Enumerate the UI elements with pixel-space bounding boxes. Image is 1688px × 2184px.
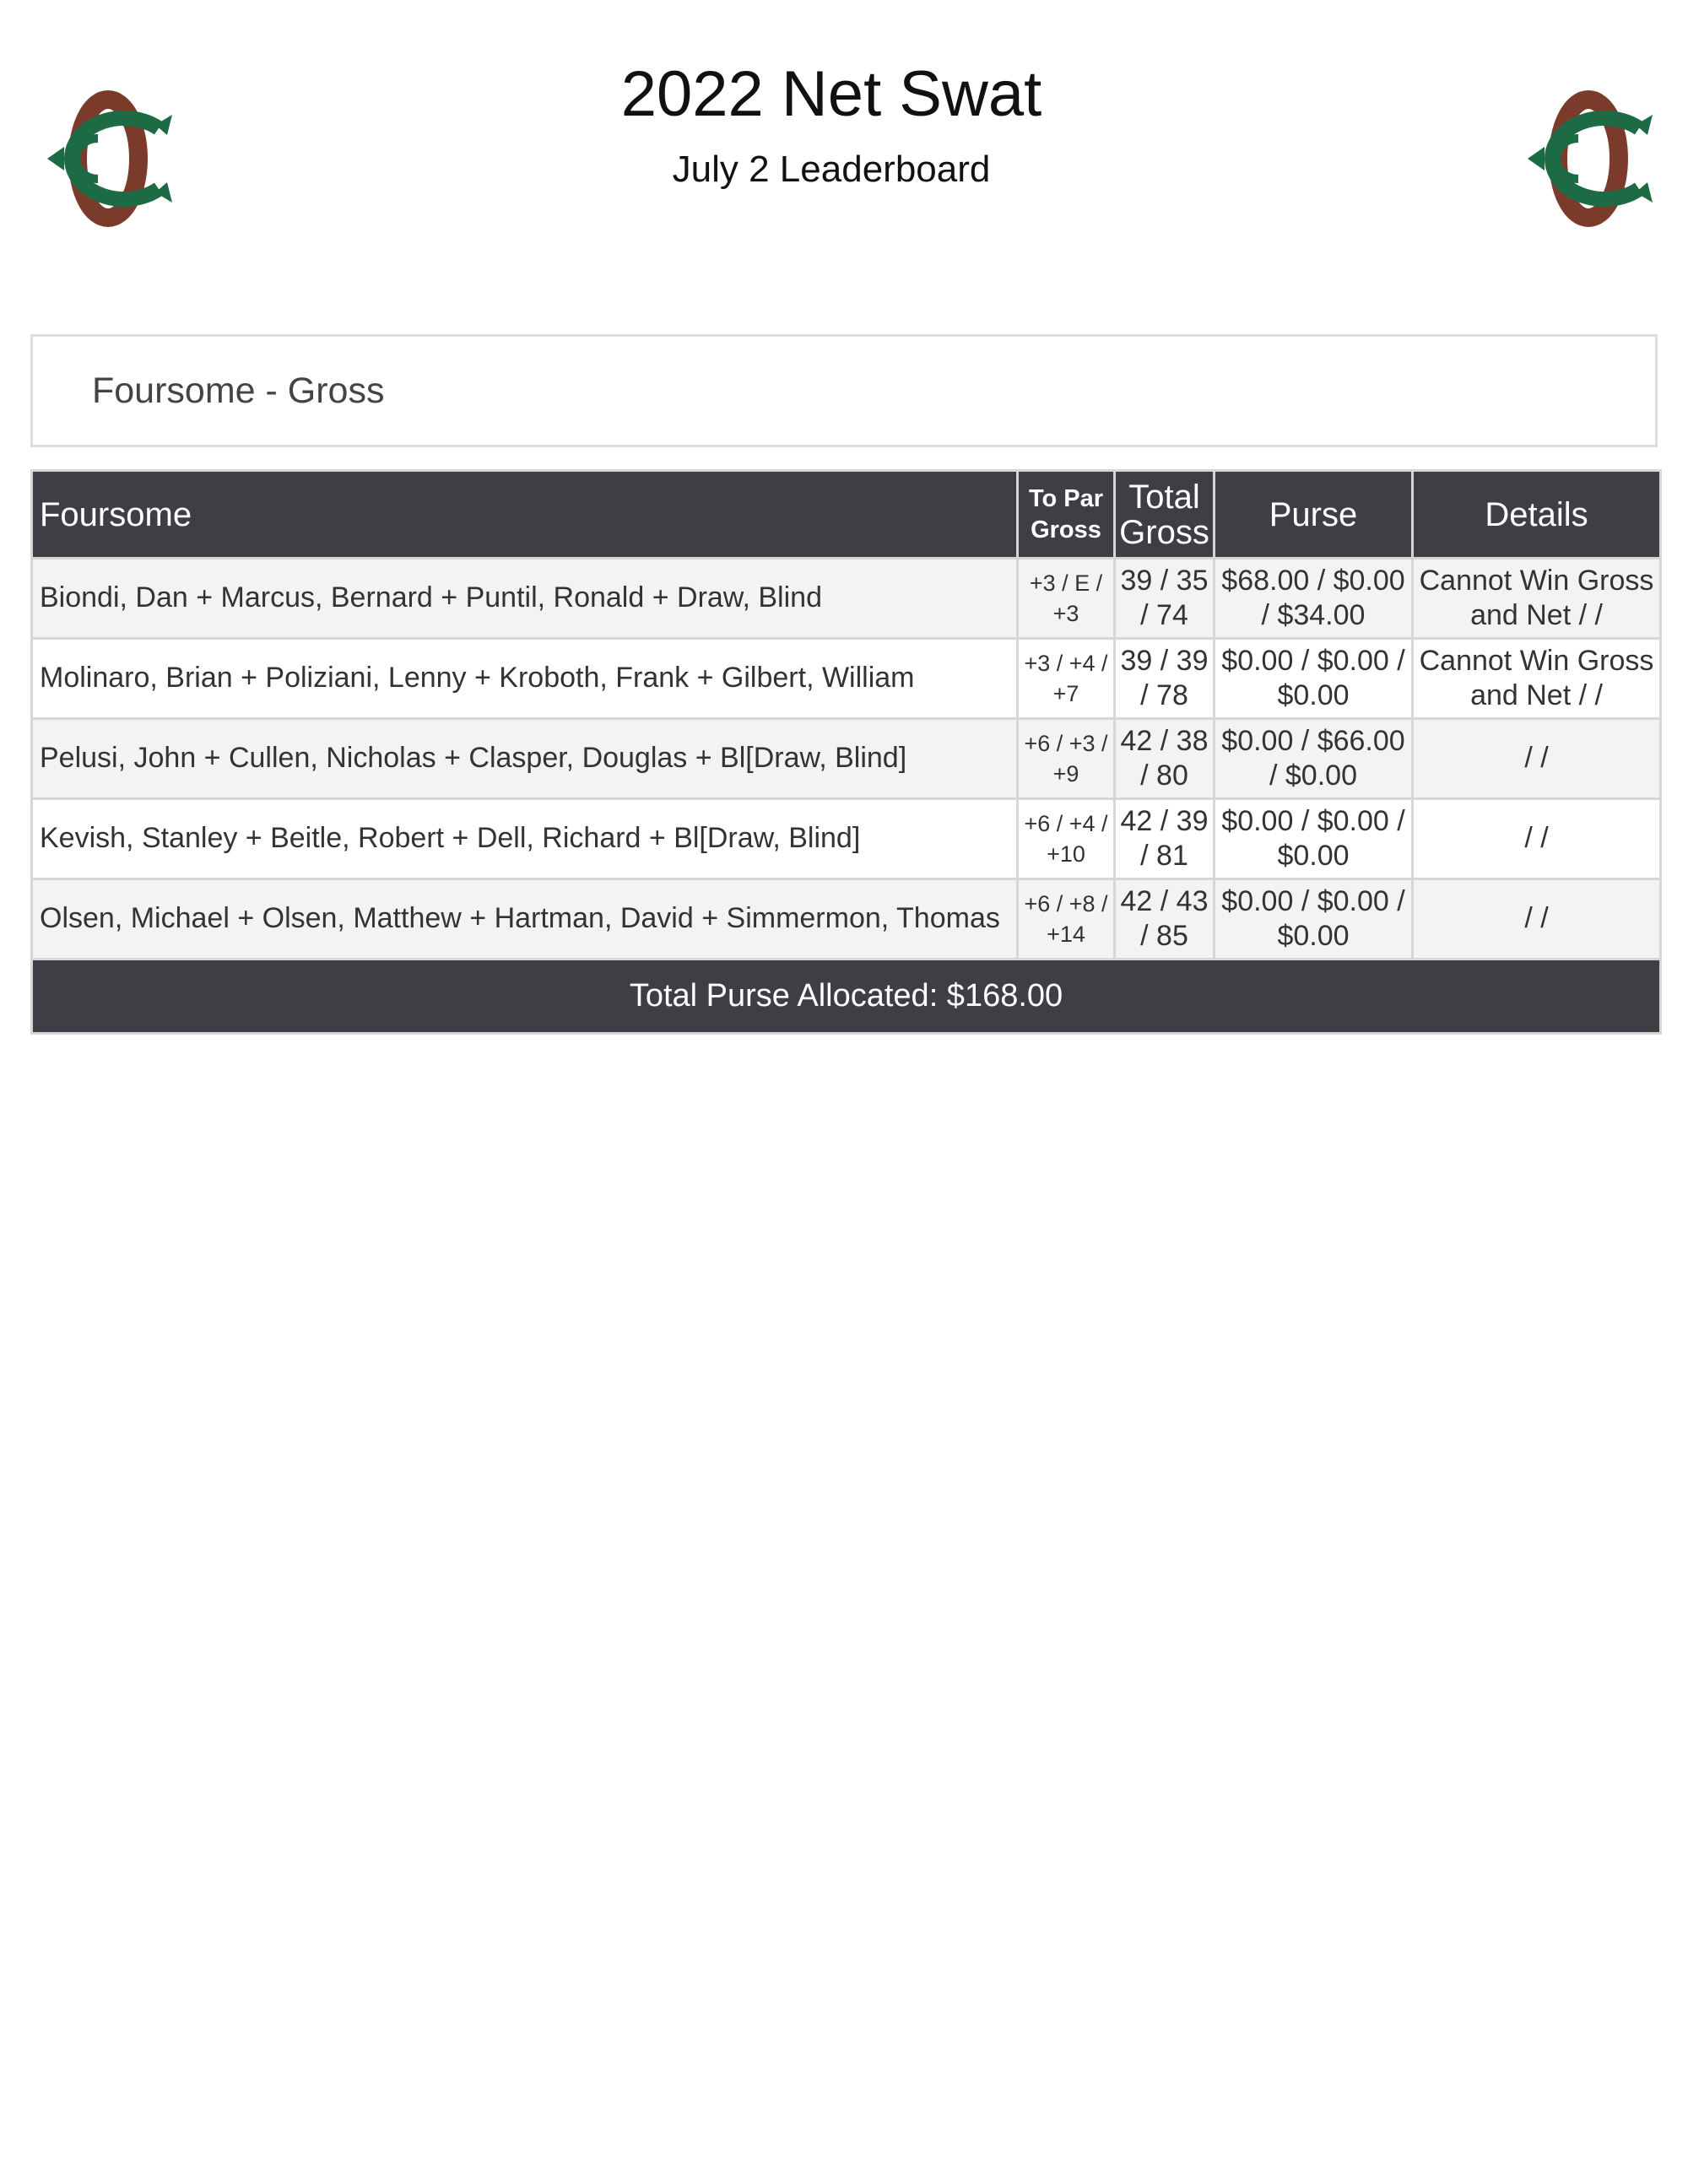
table-header-row: [32, 471, 1661, 559]
foursome-cell: Pelusi, John + Cullen, Nicholas + Clasper, Douglas + Bl[Draw, Blind]: [32, 719, 1018, 799]
column-header-to-par-line2: Gross: [1031, 516, 1101, 543]
column-header-details: Details: [1413, 471, 1661, 559]
details-cell: / /: [1413, 719, 1661, 799]
purse-cell: $0.00 / $0.00 / $0.00: [1215, 639, 1413, 719]
total-gross-cell: 42 / 39 / 81: [1115, 799, 1215, 879]
details-cell: Cannot Win Gross and Net / /: [1413, 559, 1661, 639]
column-header-purse: Purse: [1215, 471, 1413, 559]
purse-cell: $0.00 / $0.00 / $0.00: [1215, 879, 1413, 960]
table-row: [32, 559, 1661, 639]
column-header-total-line2: Gross: [1119, 513, 1209, 551]
column-header-total: [1115, 471, 1215, 559]
total-gross-cell: 39 / 39 / 78: [1115, 639, 1215, 719]
purse-cell: $0.00 / $66.00 / $0.00: [1215, 719, 1413, 799]
foursome-cell: Kevish, Stanley + Beitle, Robert + Dell, Richard + Bl[Draw, Blind]: [32, 799, 1018, 879]
total-gross-cell: 39 / 35 / 74: [1115, 559, 1215, 639]
table-row: [32, 879, 1661, 960]
foursome-cell: Biondi, Dan + Marcus, Bernard + Puntil, Ronald + Draw, Blind: [32, 559, 1018, 639]
to-par-cell: +6 / +3 / +9: [1018, 719, 1115, 799]
purse-cell: $68.00 / $0.00 / $34.00: [1215, 559, 1413, 639]
column-header-to-par-line1: To Par: [1028, 485, 1104, 513]
details-cell: / /: [1413, 879, 1661, 960]
details-cell: Cannot Win Gross and Net / /: [1413, 639, 1661, 719]
to-par-cell: +3 / E / +3: [1018, 559, 1115, 639]
purse-cell: $0.00 / $0.00 / $0.00: [1215, 799, 1413, 879]
foursome-cell: Olsen, Michael + Olsen, Matthew + Hartman, David + Simmermon, Thomas: [32, 879, 1018, 960]
to-par-cell: +3 / +4 / +7: [1018, 639, 1115, 719]
table-row: [32, 719, 1661, 799]
page-subtitle: July 2 Leaderboard: [672, 149, 991, 190]
column-header-foursome: Foursome: [32, 471, 1018, 559]
page-title: 2022 Net Swat: [620, 58, 1042, 130]
table-row: [32, 799, 1661, 879]
section-header: [30, 334, 1658, 447]
leaderboard-table: [30, 469, 1662, 1035]
table-row: [32, 639, 1661, 719]
foursome-cell: Molinaro, Brian + Poliziani, Lenny + Kroboth, Frank + Gilbert, William: [32, 639, 1018, 719]
total-gross-cell: 42 / 38 / 80: [1115, 719, 1215, 799]
column-header-total-line1: Total: [1128, 478, 1200, 516]
table-footer-row: [32, 960, 1661, 1034]
to-par-cell: +6 / +4 / +10: [1018, 799, 1115, 879]
column-header-to-par: [1018, 471, 1115, 559]
details-cell: / /: [1413, 799, 1661, 879]
section-label: Foursome - Gross: [92, 370, 385, 411]
to-par-cell: +6 / +8 / +14: [1018, 879, 1115, 960]
total-purse-allocated: Total Purse Allocated: $168.00: [32, 960, 1661, 1034]
total-gross-cell: 42 / 43 / 85: [1115, 879, 1215, 960]
